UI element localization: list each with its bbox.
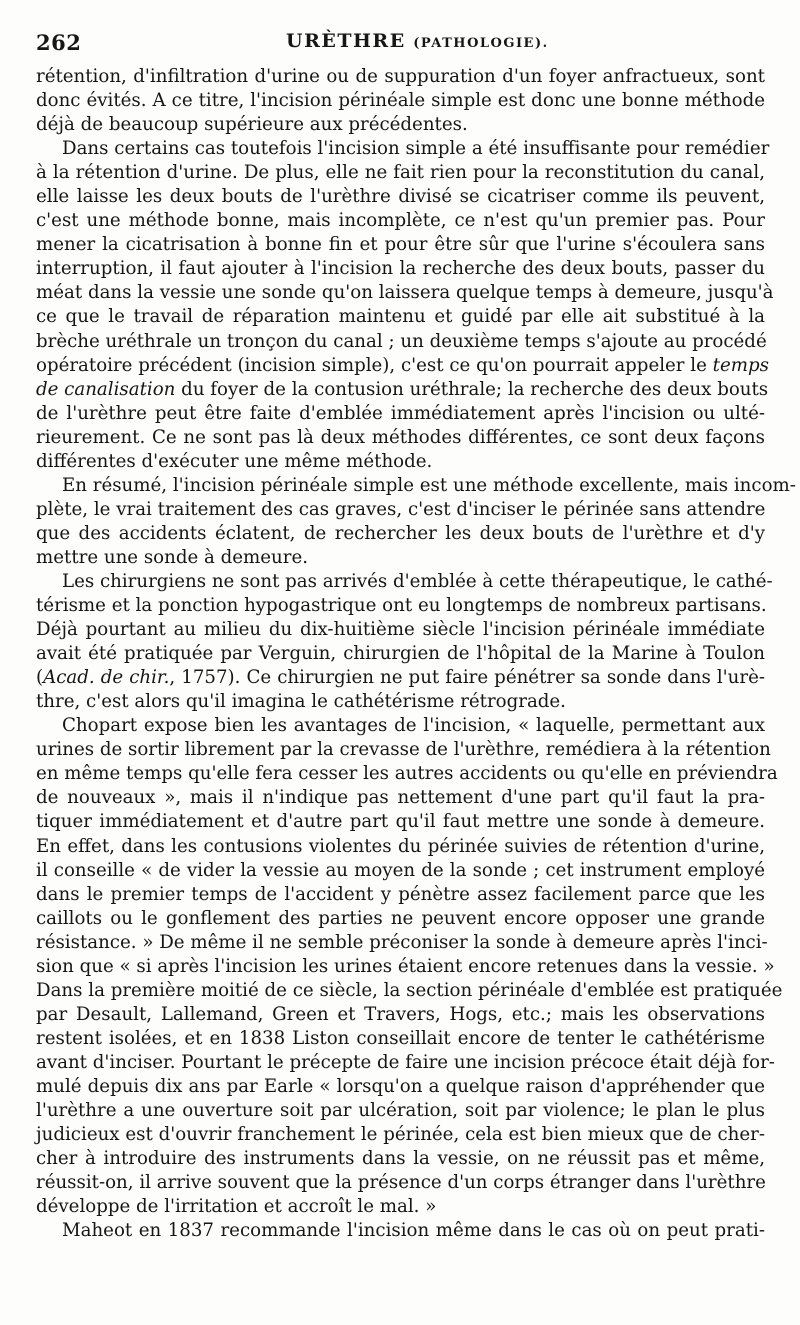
text-line: [36, 690, 765, 714]
line-text: résistance. » De même il ne semble préconiser la sonde à demeure après l'inci-: [36, 931, 768, 953]
line-text: urines de sortir librement par la crevasse de l'urèthre, remédiera à la rétention: [36, 739, 771, 761]
line-text: de nouveaux », mais il n'indique pas nettement d'une part qu'il faut la pra-: [36, 787, 765, 809]
text-line: [36, 762, 778, 786]
line-text: Dans certains cas toutefois l'incision simple a été insuffisante pour remédier: [62, 138, 770, 160]
text-line: [36, 185, 765, 209]
line-text: méat dans la vessie une sonde qu'on laissera quelque temps à demeure, jusqu'à: [36, 282, 774, 304]
text-line: [36, 522, 765, 546]
italic-text: de canalisation: [36, 378, 176, 400]
line-text: déjà de beaucoup supérieure aux précédentes.: [36, 114, 468, 136]
text-line: [36, 330, 765, 354]
text-line: [36, 642, 765, 666]
line-text: restent isolées, et en 1838 Liston conseillait encore de tenter le cathétérisme: [36, 1027, 765, 1049]
line-text: que des accidents éclatent, de rechercher les deux bouts de l'urèthre et d'y: [36, 522, 765, 544]
line-text: avant d'inciser. Pourtant le précepte de faire une incision précoce était déjà for-: [36, 1051, 775, 1073]
line-text: en même temps qu'elle fera cesser les autres accidents ou qu'elle en préviendra: [36, 763, 778, 785]
line-text: Chopart expose bien les avantages de l'incision, « laquelle, permettant aux: [62, 715, 765, 737]
line-text: avait été pratiquée par Verguin, chirurgien de l'hôpital de la Marine à Toulon: [36, 643, 765, 665]
text-line: [36, 1075, 765, 1099]
line-text: dans le premier temps de l'accident y pénètre assez facilement parce que les: [36, 883, 765, 905]
text-line: [36, 378, 769, 402]
line-text: Les chirurgiens ne sont pas arrivés d'emblée à cette thérapeutique, le cathé-: [62, 570, 773, 592]
text-line: [36, 113, 765, 137]
text-line: [36, 1099, 765, 1123]
text-line: [36, 354, 769, 378]
text-line: [36, 450, 765, 474]
line-text: Déjà pourtant au milieu du dix-huitième siècle l'incision périnéale immédiate: [36, 619, 765, 641]
line-text: brèche uréthrale un tronçon du canal ; un deuxième temps s'ajoute au procédé: [36, 330, 767, 352]
line-text: judicieux est d'ouvrir franchement le périnée, cela est bien mieux que de cher-: [36, 1124, 765, 1146]
line-text: par Desault, Lallemand, Green et Travers, Hogs, etc.; mais les observations: [36, 1003, 765, 1025]
text-line: [36, 738, 771, 762]
line-text: différentes d'exécuter une même méthode.: [36, 450, 433, 472]
text-line: [36, 209, 765, 233]
text-line: [36, 257, 765, 281]
running-title: [286, 30, 549, 52]
text-line: [36, 65, 765, 89]
line-text: l'urèthre a une ouverture soit par ulcération, soit par violence; le plan le plus: [36, 1100, 765, 1122]
text-line: [36, 1051, 775, 1075]
line-text: il conseille « de vider la vessie au moyen de la sonde ; cet instrument employé: [36, 859, 765, 881]
text-line: [36, 1171, 765, 1195]
line-text: développe de l'irritation et accroît le mal. »: [36, 1196, 437, 1218]
line-text: de l'urèthre peut être faite d'emblée immédiatement après l'incision ou ulté-: [36, 402, 765, 424]
line-text: mulé depuis dix ans par Earle « lorsqu'on a quelque raison d'appréhender que: [36, 1075, 765, 1097]
text-line: [36, 955, 775, 979]
text-line: [36, 883, 765, 907]
text-line: [36, 859, 765, 883]
line-text: mener la cicatrisation à bonne fin et pour être sûr que l'urine s'écoulera sans: [36, 234, 765, 256]
text-line: [36, 931, 768, 955]
body-text: [36, 65, 796, 1243]
line-text: donc évités. A ce titre, l'incision périnéale simple est donc une bonne méthode: [36, 90, 765, 112]
text-line: [36, 1003, 765, 1027]
line-text: elle laisse les deux bouts de l'urèthre divisé se cicatriser comme ils peuvent,: [36, 186, 765, 208]
italic-text: Acad. de chir.: [43, 667, 170, 689]
line-text: En résumé, l'incision périnéale simple est une méthode excellente, mais incom-: [62, 474, 796, 496]
text-line: [36, 594, 765, 618]
line-text: sion que « si après l'incision les urines étaient encore retenues dans la vessie. »: [36, 955, 775, 977]
text-line: [36, 979, 783, 1003]
text-line: [36, 570, 773, 594]
line-text: plète, le vrai traitement des cas graves, c'est d'inciser le périnée sans attendre: [36, 498, 766, 520]
line-text: à la rétention d'urine. De plus, elle ne fait rien pour la reconstitution du canal,: [36, 162, 765, 184]
italic-text: temps: [712, 354, 769, 376]
text-line: [36, 498, 765, 522]
line-text: c'est une méthode bonne, mais incomplète, ce n'est qu'un premier pas. Pour: [36, 210, 765, 232]
line-text: ce que le travail de réparation maintenu et guidé par elle ait substitué à la: [36, 306, 765, 328]
text-line: [36, 426, 765, 450]
text-line: [36, 907, 765, 931]
text-line: [36, 305, 765, 329]
line-text: réussit-on, il arrive souvent que la présence d'un corps étranger dans l'urèthre: [36, 1172, 766, 1194]
text-line: [36, 835, 765, 859]
text-line: [36, 402, 765, 426]
text-line: [36, 1123, 765, 1147]
text-line: [36, 786, 765, 810]
line-text: Maheot en 1837 recommande l'incision même dans le cas où on peut prati-: [62, 1220, 765, 1242]
line-text: Dans la première moitié de ce siècle, la section périnéale d'emblée est pratiquée: [36, 979, 783, 1001]
running-title-sub: (PATHOLOGIE).: [413, 36, 549, 51]
line-text: mettre une sonde à demeure.: [36, 546, 309, 568]
text-line: [36, 666, 765, 690]
line-text: rétention, d'infiltration d'urine ou de suppuration d'un foyer anfractueux, sont: [36, 66, 765, 87]
line-text: , 1757). Ce chirurgien ne put faire pénétrer sa sonde dans l'urè-: [169, 667, 765, 689]
line-text: térisme et la ponction hypogastrique ont eu longtemps de nombreux partisans.: [36, 595, 767, 617]
text-line: [36, 618, 765, 642]
line-text: En effet, dans les contusions violentes du périnée suivies de rétention d'urine,: [36, 835, 765, 857]
line-text: tiquer immédiatement et d'autre part qu'il faut mettre une sonde à demeure.: [36, 811, 765, 833]
line-text: opératoire précédent (incision simple), c'est ce qu'on pourrait appeler le: [36, 354, 707, 376]
text-line: [36, 1027, 765, 1051]
line-text: caillots ou le gonflement des parties ne peuvent encore opposer une grande: [36, 907, 765, 929]
line-text: du foyer de la contusion uréthrale; la recherche des deux bouts: [181, 378, 769, 400]
text-line: [36, 137, 770, 161]
line-text: rieurement. Ce ne sont pas là deux méthodes différentes, ce sont deux façons: [36, 426, 765, 448]
text-line: [36, 810, 765, 834]
line-text: interruption, il faut ajouter à l'incision la recherche des deux bouts, passer du: [36, 258, 765, 280]
text-line: [36, 714, 765, 738]
text-line: [36, 233, 765, 257]
text-line: [36, 281, 774, 305]
line-text: cher à introduire des instruments dans la vessie, on ne réussit pas et même,: [36, 1148, 765, 1170]
text-line: [36, 1147, 765, 1171]
text-line: [36, 89, 765, 113]
line-text: thre, c'est alors qu'il imagina le cathétérisme rétrograde.: [36, 691, 566, 713]
text-line: [36, 1219, 765, 1243]
running-title-main: URÈTHRE: [286, 30, 406, 52]
text-line: [36, 474, 796, 498]
text-line: [36, 1195, 765, 1219]
running-header: [36, 28, 766, 58]
text-line: [36, 546, 765, 570]
text-line: [36, 161, 765, 185]
page-number: 262: [36, 30, 82, 55]
line-text: (: [36, 667, 44, 689]
